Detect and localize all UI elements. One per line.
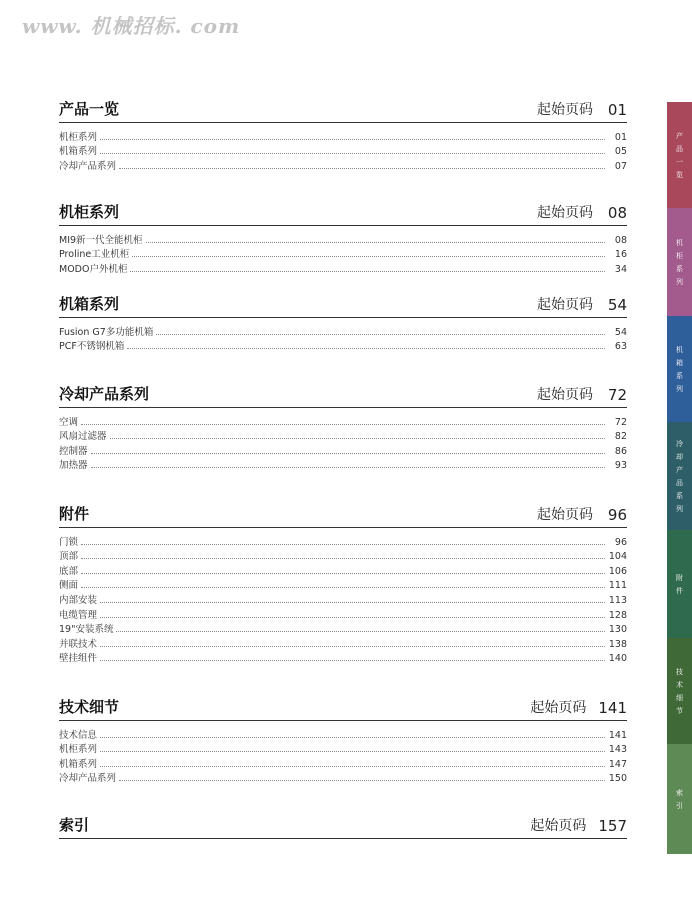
- side-tab-label: [676, 667, 683, 716]
- entry-page-number: 104: [608, 551, 627, 563]
- entry-name: 顶部: [59, 551, 79, 563]
- toc-entry[interactable]: [59, 650, 627, 665]
- dot-leader: [100, 617, 605, 618]
- start-page-label: 起始页码: [537, 507, 593, 523]
- entry-name: 机柜系列: [59, 744, 98, 756]
- entry-page-number: 54: [614, 326, 627, 338]
- toc-entry[interactable]: [59, 246, 627, 261]
- section-page-group: [537, 384, 627, 404]
- toc-section: [59, 696, 627, 784]
- section-title[interactable]: 机箱系列: [59, 295, 120, 313]
- section-title[interactable]: 机柜系列: [59, 203, 120, 221]
- dot-leader: [91, 453, 605, 454]
- side-tab[interactable]: [667, 316, 692, 422]
- side-tab-char: 列: [676, 504, 683, 513]
- toc-entry[interactable]: [59, 442, 627, 457]
- toc-entry[interactable]: [59, 338, 627, 353]
- section-page-number: 141: [598, 699, 627, 717]
- entry-page-number: 63: [614, 341, 627, 353]
- entry-page-number: 96: [614, 536, 627, 548]
- entry-list: [59, 323, 627, 352]
- entry-name: 门锁: [59, 536, 79, 548]
- start-page-label: 起始页码: [537, 205, 593, 221]
- entry-page-number: 130: [608, 624, 627, 636]
- section-header: [59, 383, 627, 408]
- entry-page-number: 08: [614, 234, 627, 246]
- side-tab-char: 技: [676, 667, 683, 676]
- toc-entry[interactable]: [59, 323, 627, 338]
- dot-leader: [130, 271, 605, 272]
- side-tab-char: 节: [676, 706, 683, 715]
- dot-leader: [119, 780, 605, 781]
- entry-page-number: 113: [608, 594, 627, 606]
- side-tab-char: 产: [676, 131, 683, 140]
- toc-entry[interactable]: [59, 726, 627, 741]
- side-tab-char: 箱: [676, 358, 683, 367]
- section-page-number: 08: [607, 204, 627, 222]
- section-title[interactable]: 技术细节: [59, 698, 120, 716]
- toc-entry[interactable]: [59, 621, 627, 636]
- toc-entry[interactable]: [59, 533, 627, 548]
- entry-page-number: 141: [608, 729, 627, 741]
- side-tab-char: 细: [676, 693, 683, 702]
- entry-name: 加热器: [59, 460, 88, 472]
- entry-name: 冷却产品系列: [59, 773, 117, 785]
- entry-page-number: 01: [614, 131, 627, 143]
- side-tab[interactable]: [667, 208, 692, 316]
- entry-list: [59, 413, 627, 471]
- side-tab-char: 系: [676, 371, 683, 380]
- side-tab-char: 索: [676, 788, 683, 797]
- side-tab-char: 系: [676, 264, 683, 273]
- section-header: [59, 201, 627, 226]
- dot-leader: [100, 153, 605, 154]
- side-tab-char: 品: [676, 144, 683, 153]
- section-header: [59, 98, 627, 123]
- entry-name: 内部安装: [59, 594, 98, 606]
- start-page-label: 起始页码: [530, 818, 587, 834]
- section-title[interactable]: 索引: [59, 816, 90, 834]
- side-tab-strip: [667, 102, 692, 854]
- section-page-number: 157: [598, 817, 627, 835]
- section-page-number: 96: [607, 506, 627, 524]
- entry-name: 技术信息: [59, 729, 98, 741]
- side-tab-label: [676, 238, 683, 287]
- entry-page-number: 140: [608, 653, 627, 665]
- dot-leader: [132, 256, 605, 257]
- side-tab-label: [676, 131, 683, 180]
- section-title[interactable]: 产品一览: [59, 100, 120, 118]
- toc-entry[interactable]: [59, 128, 627, 143]
- entry-page-number: 143: [608, 744, 627, 756]
- section-page-number: 01: [607, 101, 627, 119]
- dot-leader: [81, 587, 605, 588]
- entry-page-number: 106: [608, 565, 627, 577]
- entry-name: 侧面: [59, 580, 79, 592]
- side-tab-char: 引: [676, 801, 683, 810]
- dot-leader: [119, 168, 605, 169]
- entry-name: PCF不锈钢机箱: [59, 341, 125, 353]
- section-page-group: [537, 504, 627, 524]
- side-tab-char: 览: [676, 170, 683, 179]
- dot-leader: [110, 438, 605, 439]
- entry-name: 空调: [59, 416, 79, 428]
- side-tab-char: 一: [676, 157, 683, 166]
- entry-page-number: 138: [608, 638, 627, 650]
- section-page-group: [537, 99, 627, 119]
- section-header: [59, 696, 627, 721]
- section-title[interactable]: 冷却产品系列: [59, 385, 150, 403]
- entry-page-number: 111: [608, 580, 627, 592]
- side-tab[interactable]: [667, 744, 692, 854]
- dot-leader: [100, 139, 605, 140]
- toc-entry[interactable]: [59, 157, 627, 172]
- entry-name: 底部: [59, 565, 79, 577]
- section-page-group: [530, 815, 627, 835]
- dot-leader: [81, 544, 605, 545]
- entry-list: [59, 533, 627, 664]
- entry-name: MODO户外机柜: [59, 263, 128, 275]
- section-header: [59, 293, 627, 318]
- toc-entry[interactable]: [59, 260, 627, 275]
- section-page-group: [537, 202, 627, 222]
- entry-name: 机箱系列: [59, 758, 98, 770]
- toc-section: [59, 383, 627, 471]
- entry-page-number: 16: [614, 249, 627, 261]
- side-tab-char: 机: [676, 345, 683, 354]
- dot-leader: [100, 766, 605, 767]
- dot-leader: [146, 242, 605, 243]
- side-tab-char: 冷: [676, 439, 683, 448]
- watermark-text: www. 机械招标. com: [22, 14, 241, 38]
- side-tab[interactable]: [667, 422, 692, 530]
- side-tab-char: 柜: [676, 251, 683, 260]
- side-tab-char: 列: [676, 384, 683, 393]
- section-page-group: [530, 697, 627, 717]
- toc-section: [59, 503, 627, 664]
- toc-entry[interactable]: [59, 591, 627, 606]
- section-title[interactable]: 附件: [59, 505, 90, 523]
- entry-name: 电缆管理: [59, 609, 98, 621]
- entry-list: [59, 231, 627, 275]
- entry-page-number: 82: [614, 431, 627, 443]
- entry-name: Proline工业机柜: [59, 249, 130, 261]
- dot-leader: [81, 573, 605, 574]
- entry-name: 冷却产品系列: [59, 160, 117, 172]
- section-page-number: 54: [607, 296, 627, 314]
- entry-page-number: 07: [614, 160, 627, 172]
- start-page-label: 起始页码: [537, 297, 593, 313]
- entry-name: 并联技术: [59, 638, 98, 650]
- entry-page-number: 150: [608, 773, 627, 785]
- dot-leader: [100, 751, 605, 752]
- side-tab-char: 件: [676, 586, 683, 595]
- toc-entry[interactable]: [59, 755, 627, 770]
- side-tab-char: 术: [676, 680, 683, 689]
- side-tab-char: 系: [676, 491, 683, 500]
- entry-name: 风扇过滤器: [59, 431, 107, 443]
- entry-page-number: 34: [614, 263, 627, 275]
- side-tab-char: 产: [676, 465, 683, 474]
- section-page-number: 72: [607, 386, 627, 404]
- section-header: [59, 503, 627, 528]
- entry-page-number: 128: [608, 609, 627, 621]
- toc-section: [59, 98, 627, 172]
- side-tab-label: [676, 345, 683, 394]
- dot-leader: [127, 348, 605, 349]
- toc-entry[interactable]: [59, 770, 627, 785]
- entry-name: MI9新一代全能机柜: [59, 234, 143, 246]
- dot-leader: [100, 602, 605, 603]
- side-tab-char: 机: [676, 238, 683, 247]
- dot-leader: [116, 631, 604, 632]
- dot-leader: [91, 467, 605, 468]
- side-tab-char: 却: [676, 452, 683, 461]
- toc-entry[interactable]: [59, 457, 627, 472]
- section-page-group: [537, 294, 627, 314]
- side-tab[interactable]: [667, 638, 692, 744]
- dot-leader: [156, 334, 605, 335]
- toc-entry[interactable]: [59, 143, 627, 158]
- side-tab-char: 品: [676, 478, 683, 487]
- toc-entry[interactable]: [59, 548, 627, 563]
- toc-entry[interactable]: [59, 741, 627, 756]
- side-tab-char: 列: [676, 277, 683, 286]
- side-tab-char: 附: [676, 573, 683, 582]
- toc-section: [59, 201, 627, 275]
- entry-page-number: 05: [614, 146, 627, 158]
- toc-entry[interactable]: [59, 428, 627, 443]
- entry-name: 机柜系列: [59, 131, 98, 143]
- entry-name: 19"安装系统: [59, 624, 114, 636]
- toc-entry[interactable]: [59, 231, 627, 246]
- start-page-label: 起始页码: [537, 387, 593, 403]
- entry-page-number: 147: [608, 758, 627, 770]
- entry-page-number: 93: [614, 460, 627, 472]
- toc-entry[interactable]: [59, 635, 627, 650]
- toc-entry[interactable]: [59, 562, 627, 577]
- toc-entry[interactable]: [59, 606, 627, 621]
- toc-entry[interactable]: [59, 577, 627, 592]
- entry-list: [59, 726, 627, 784]
- dot-leader: [100, 660, 605, 661]
- side-tab-label: [676, 439, 683, 514]
- side-tab-label: [676, 788, 683, 811]
- entry-page-number: 86: [614, 445, 627, 457]
- side-tab[interactable]: [667, 530, 692, 638]
- entry-list: [59, 128, 627, 172]
- dot-leader: [81, 558, 605, 559]
- toc-section: [59, 293, 627, 352]
- side-tab-label: [676, 573, 683, 596]
- entry-name: 控制器: [59, 445, 88, 457]
- entry-name: 壁挂组件: [59, 653, 98, 665]
- start-page-label: 起始页码: [537, 102, 593, 118]
- toc-entry[interactable]: [59, 413, 627, 428]
- section-header: [59, 814, 627, 839]
- entry-page-number: 72: [614, 416, 627, 428]
- side-tab[interactable]: [667, 102, 692, 208]
- dot-leader: [100, 646, 605, 647]
- toc-section: [59, 814, 627, 839]
- start-page-label: 起始页码: [530, 700, 587, 716]
- dot-leader: [100, 737, 605, 738]
- entry-name: Fusion G7多功能机箱: [59, 326, 154, 338]
- entry-name: 机箱系列: [59, 146, 98, 158]
- dot-leader: [81, 424, 605, 425]
